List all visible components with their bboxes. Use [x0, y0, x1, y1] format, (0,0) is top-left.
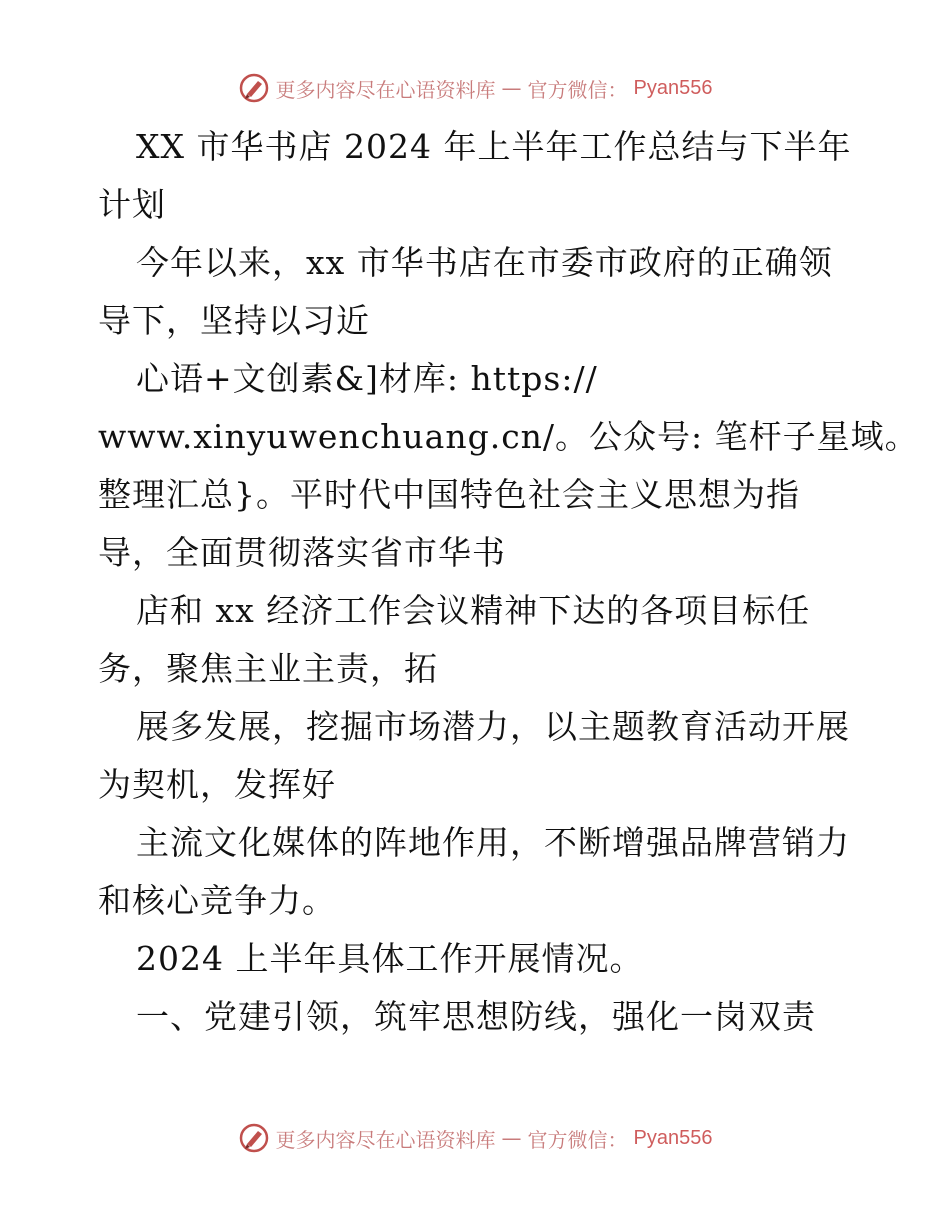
- paragraph-line: www.xinyuwenchuang.cn/。公众号: 笔杆子星域。: [98, 417, 919, 456]
- paragraph-line: 店和 xx 经济工作会议精神下达的各项目标任: [136, 591, 811, 630]
- watermark-handle: Pyan556: [633, 1126, 713, 1149]
- doc-title-line-1: XX 市华书店 2024 年上半年工作总结与下半年: [136, 127, 852, 166]
- pen-seal-icon: [238, 1122, 270, 1154]
- paragraph-line: 导，全面贯彻落实省市华书: [98, 533, 506, 572]
- paragraph-line: 展多发展，挖掘市场潜力，以主题教育活动开展: [136, 707, 850, 746]
- paragraph-line: 导下，坚持以习近: [98, 301, 370, 340]
- watermark-separator: —: [501, 76, 522, 100]
- document-body: [98, 118, 919, 1046]
- pen-seal-icon: [238, 72, 270, 104]
- footer-watermark: [0, 1122, 950, 1154]
- watermark-text: 更多内容尽在心语资料库: [275, 1127, 496, 1152]
- paragraph-line: 整理汇总}。平时代中国特色社会主义思想为指: [98, 475, 800, 514]
- paragraph-line: 务，聚焦主业主责，拓: [98, 649, 438, 688]
- watermark-handle: Pyan556: [633, 76, 713, 99]
- watermark-label: 官方微信：: [527, 77, 628, 102]
- paragraph-line: 2024 上半年具体工作开展情况。: [136, 939, 644, 978]
- paragraph-line: 今年以来，xx 市华书店在市委市政府的正确领: [136, 243, 833, 282]
- paragraph-line: 心语+文创素&]材库: https://: [136, 359, 598, 398]
- section-heading: 一、党建引领，筑牢思想防线，强化一岗双责: [136, 997, 816, 1036]
- doc-title-line-2: 计划: [98, 185, 166, 224]
- paragraph-line: 和核心竞争力。: [98, 881, 336, 920]
- header-watermark: [0, 72, 950, 104]
- paragraph-line: 为契机，发挥好: [98, 765, 336, 804]
- watermark-label: 官方微信：: [527, 1127, 628, 1152]
- watermark-text: 更多内容尽在心语资料库: [275, 77, 496, 102]
- paragraph-line: 主流文化媒体的阵地作用，不断增强品牌营销力: [136, 823, 850, 862]
- watermark-separator: —: [501, 1126, 522, 1150]
